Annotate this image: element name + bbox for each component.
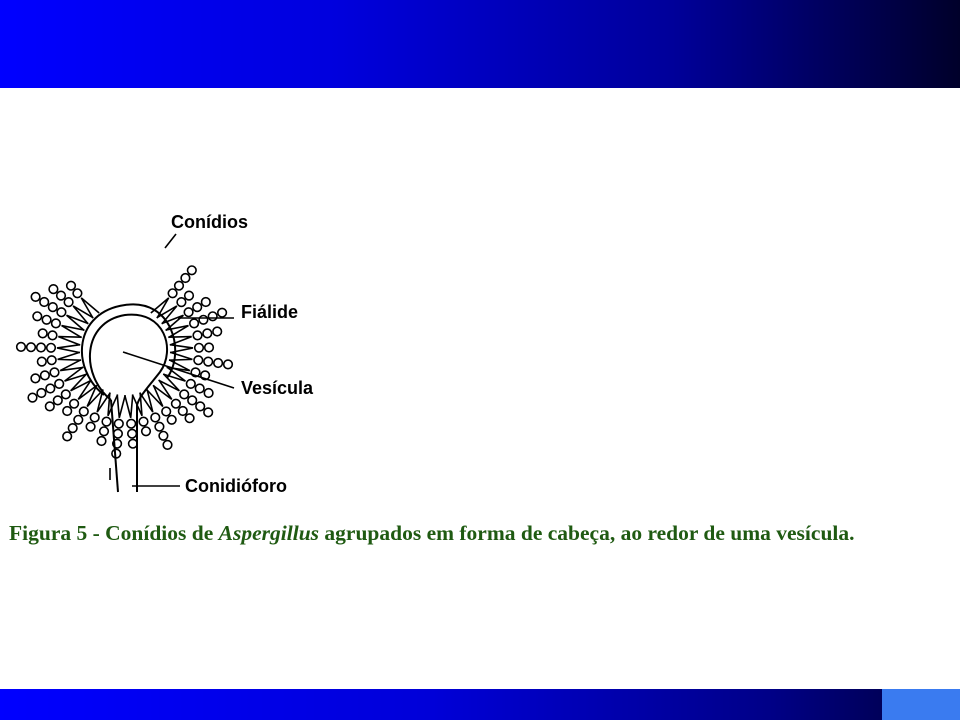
conidium xyxy=(17,343,26,352)
conidium xyxy=(194,356,203,365)
conidium xyxy=(177,298,186,307)
conidium xyxy=(50,368,59,377)
conidium xyxy=(181,274,190,283)
conidium xyxy=(49,285,58,294)
phialide xyxy=(57,345,80,353)
conidium xyxy=(114,429,123,438)
conidium xyxy=(204,389,213,398)
conidium xyxy=(155,422,164,431)
conidium xyxy=(62,390,71,399)
conidium xyxy=(47,344,56,353)
conidium xyxy=(218,308,227,317)
conidium xyxy=(46,384,55,393)
conidium xyxy=(193,303,202,312)
phialide xyxy=(58,352,81,360)
conidium xyxy=(129,439,138,448)
conidium xyxy=(90,413,99,422)
phialide xyxy=(168,337,191,345)
conidium xyxy=(175,281,184,290)
conidia-leader-line xyxy=(165,234,176,248)
caption-prefix: Figura 5 - Conídios de xyxy=(9,521,219,545)
phialide xyxy=(125,395,133,418)
caption-genus: Aspergillus xyxy=(218,521,320,545)
conidium xyxy=(151,413,160,422)
label-phialide: Fiálide xyxy=(241,302,299,322)
vesicle-outline xyxy=(90,315,167,492)
conidium xyxy=(202,298,211,307)
label-conidiophore: Conidióforo xyxy=(185,476,287,496)
conidium xyxy=(208,312,217,321)
phialide xyxy=(58,337,81,345)
phialide xyxy=(81,298,99,318)
conidium xyxy=(180,390,189,399)
conidium xyxy=(28,393,37,402)
conidium xyxy=(195,384,204,393)
conidium xyxy=(193,331,202,340)
conidium xyxy=(63,407,72,416)
conidium xyxy=(80,407,89,416)
conidium xyxy=(97,437,106,446)
figure-caption xyxy=(9,521,954,546)
conidium xyxy=(46,402,55,411)
conidium xyxy=(57,308,66,317)
conidium xyxy=(73,289,82,298)
conidium xyxy=(184,308,193,317)
conidium xyxy=(203,329,212,338)
conidium xyxy=(47,356,56,365)
conidium xyxy=(188,396,197,405)
conidium xyxy=(40,298,49,307)
conidium xyxy=(86,422,95,431)
conidium xyxy=(188,266,197,275)
conidium xyxy=(68,424,77,433)
conidium xyxy=(224,360,233,369)
conidium xyxy=(64,298,73,307)
conidium xyxy=(163,441,172,450)
conidium xyxy=(139,417,148,426)
phialide xyxy=(170,345,193,353)
conidium xyxy=(31,293,40,302)
label-vesicle: Vesícula xyxy=(241,378,314,398)
conidium xyxy=(159,432,168,441)
conidium xyxy=(27,343,36,352)
conidium xyxy=(48,331,57,340)
conidium xyxy=(42,316,51,325)
phialide xyxy=(117,395,125,418)
conidium xyxy=(54,396,63,405)
conidium xyxy=(100,427,109,436)
conidium xyxy=(128,429,137,438)
conidium xyxy=(57,291,66,300)
conidium xyxy=(142,427,151,436)
conidium xyxy=(214,359,223,368)
conidium xyxy=(115,419,124,428)
conidium xyxy=(49,303,58,312)
conidium xyxy=(38,329,47,338)
conidium xyxy=(37,343,46,352)
conidium xyxy=(74,416,83,425)
conidium xyxy=(70,399,79,408)
conidium xyxy=(162,407,171,416)
conidium xyxy=(185,414,194,423)
conidium xyxy=(205,343,214,352)
conidium xyxy=(172,399,181,408)
conidium xyxy=(185,291,194,300)
footer-bar xyxy=(0,689,960,720)
conidium xyxy=(179,407,188,416)
label-conidia: Conídios xyxy=(171,212,248,232)
footer-corner-box xyxy=(882,689,960,720)
conidium xyxy=(190,319,199,328)
conidium xyxy=(167,416,176,425)
conidium xyxy=(168,289,177,298)
conidium xyxy=(31,374,40,383)
phialide xyxy=(169,352,192,360)
conidium xyxy=(187,380,196,389)
conidium xyxy=(204,408,213,417)
conidium xyxy=(195,344,204,353)
conidium xyxy=(63,432,72,441)
conidium xyxy=(52,319,61,328)
conidium xyxy=(127,419,136,428)
aspergillus-diagram xyxy=(0,195,960,505)
conidium xyxy=(67,281,76,290)
title-bar xyxy=(0,0,960,88)
conidial-head xyxy=(17,266,233,458)
vesicle-leader-line xyxy=(123,352,234,388)
conidium xyxy=(38,357,47,366)
conidium xyxy=(37,389,46,398)
conidium xyxy=(102,417,111,426)
conidium xyxy=(199,316,208,325)
conidium xyxy=(196,402,205,411)
conidium xyxy=(33,312,42,321)
conidium xyxy=(55,380,64,389)
conidium xyxy=(213,327,222,336)
conidium xyxy=(204,357,213,366)
caption-suffix: agrupados em forma de cabeça, ao redor de uma vesícula. xyxy=(319,521,855,545)
conidium xyxy=(41,371,50,380)
